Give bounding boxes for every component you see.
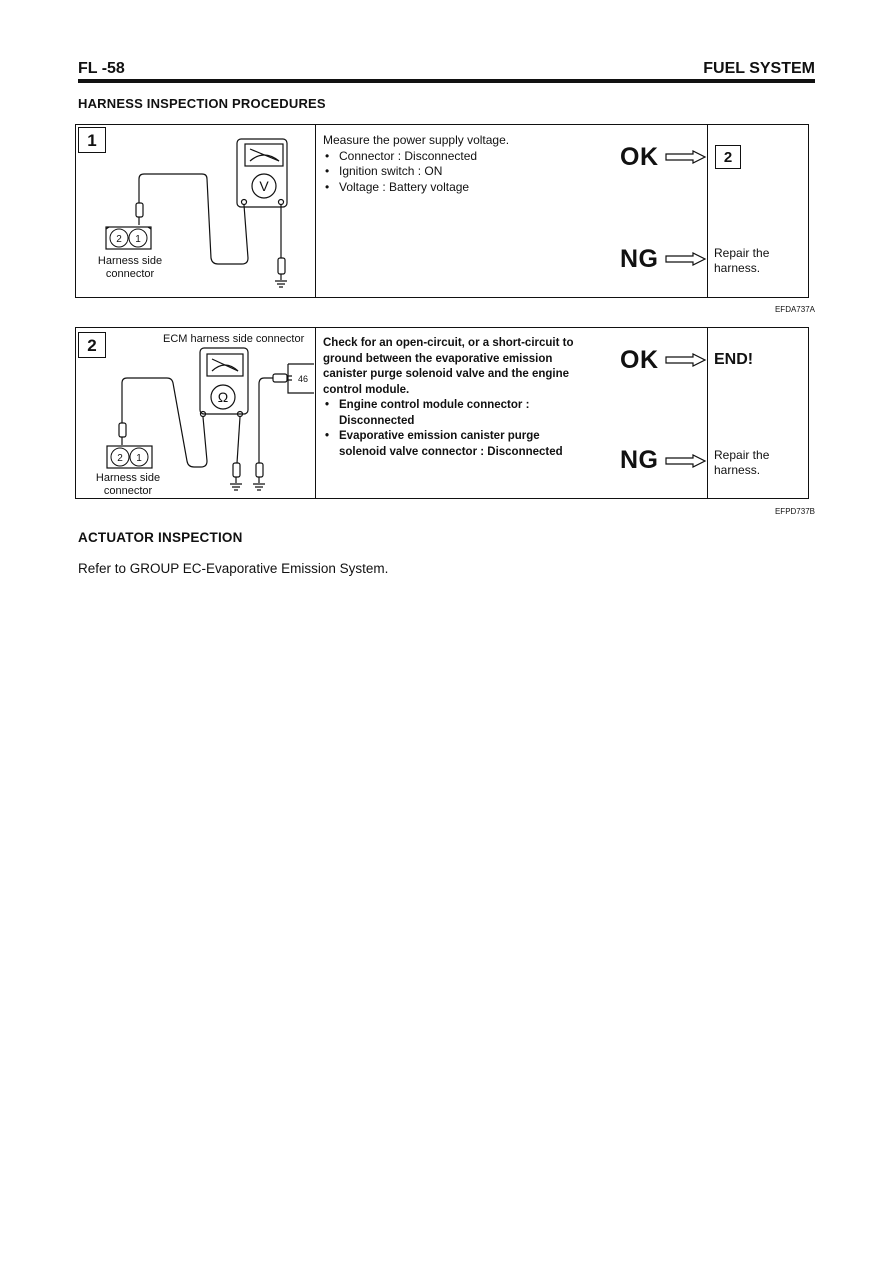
pin-1-label: 1 bbox=[135, 234, 141, 245]
actuator-reference-text: Refer to GROUP EC-Evaporative Emission System. bbox=[78, 561, 389, 576]
step-1-ng-label: NG bbox=[620, 245, 659, 273]
step-2-ng-label: NG bbox=[620, 446, 659, 474]
ng-arrow-icon bbox=[665, 454, 707, 468]
step-1-block bbox=[75, 124, 809, 298]
pin-2-label: 2 bbox=[117, 453, 123, 464]
actuator-inspection-heading: ACTUATOR INSPECTION bbox=[78, 530, 243, 545]
figure-code: EFDA737A bbox=[774, 305, 815, 314]
harness-inspection-heading: HARNESS INSPECTION PROCEDURES bbox=[78, 96, 326, 111]
harness-side-connector-label: Harness side connector bbox=[97, 255, 163, 280]
figure-code: EFPD737B bbox=[774, 507, 815, 516]
step-1-intro: Measure the power supply voltage. bbox=[323, 133, 510, 147]
step-2-number: 2 bbox=[78, 332, 106, 358]
step-2-results bbox=[707, 328, 809, 498]
step-1-figure bbox=[76, 125, 316, 297]
step-1-ok-label: OK bbox=[620, 143, 659, 171]
section-title: FUEL SYSTEM bbox=[703, 60, 815, 77]
step-2-ok-result: END! bbox=[714, 351, 754, 368]
step-2-ng-result: Repair the harness. bbox=[714, 448, 770, 477]
ecm-connector-label: ECM harness side connector bbox=[163, 333, 305, 345]
step-2-bullet: • Evaporative emission canister purge solenoid valve connector : Disconnected bbox=[323, 429, 585, 460]
step-2-description bbox=[323, 336, 585, 460]
step-1-bullet: • Connector : Disconnected bbox=[323, 149, 603, 165]
page-code: FL -58 bbox=[78, 60, 125, 77]
step-2-bullet: • Engine control module connector : Disconnected bbox=[323, 398, 585, 429]
pin-2-label: 2 bbox=[116, 234, 122, 245]
voltmeter-symbol: V bbox=[259, 178, 269, 194]
go-to-step-2-link[interactable]: 2 bbox=[715, 145, 741, 169]
ok-arrow-icon bbox=[665, 353, 707, 367]
ng-arrow-icon bbox=[665, 252, 707, 266]
step-2-ok-label: OK bbox=[620, 346, 659, 374]
step-1-bullet: • Ignition switch : ON bbox=[323, 164, 603, 180]
pin-1-label: 1 bbox=[136, 453, 142, 464]
ok-arrow-icon bbox=[665, 150, 707, 164]
step-1-ng-result: Repair the harness. bbox=[714, 246, 770, 275]
ohmmeter-symbol: Ω bbox=[217, 389, 229, 405]
header-rule bbox=[78, 79, 815, 83]
harness-side-connector-label: Harness side connector bbox=[95, 472, 161, 497]
step-1-description bbox=[323, 133, 603, 195]
ecm-pin-label: 46 bbox=[298, 374, 309, 384]
step-1-bullet: • Voltage : Battery voltage bbox=[323, 180, 603, 196]
step-2-block bbox=[75, 327, 809, 499]
step-2-figure bbox=[76, 328, 316, 498]
step-2-intro: Check for an open-circuit, or a short-circuit to ground between the evaporative emission canister purge solenoid valve and the engine control module. bbox=[323, 337, 574, 396]
step-1-results bbox=[707, 125, 809, 297]
step-1-number: 1 bbox=[78, 127, 106, 153]
